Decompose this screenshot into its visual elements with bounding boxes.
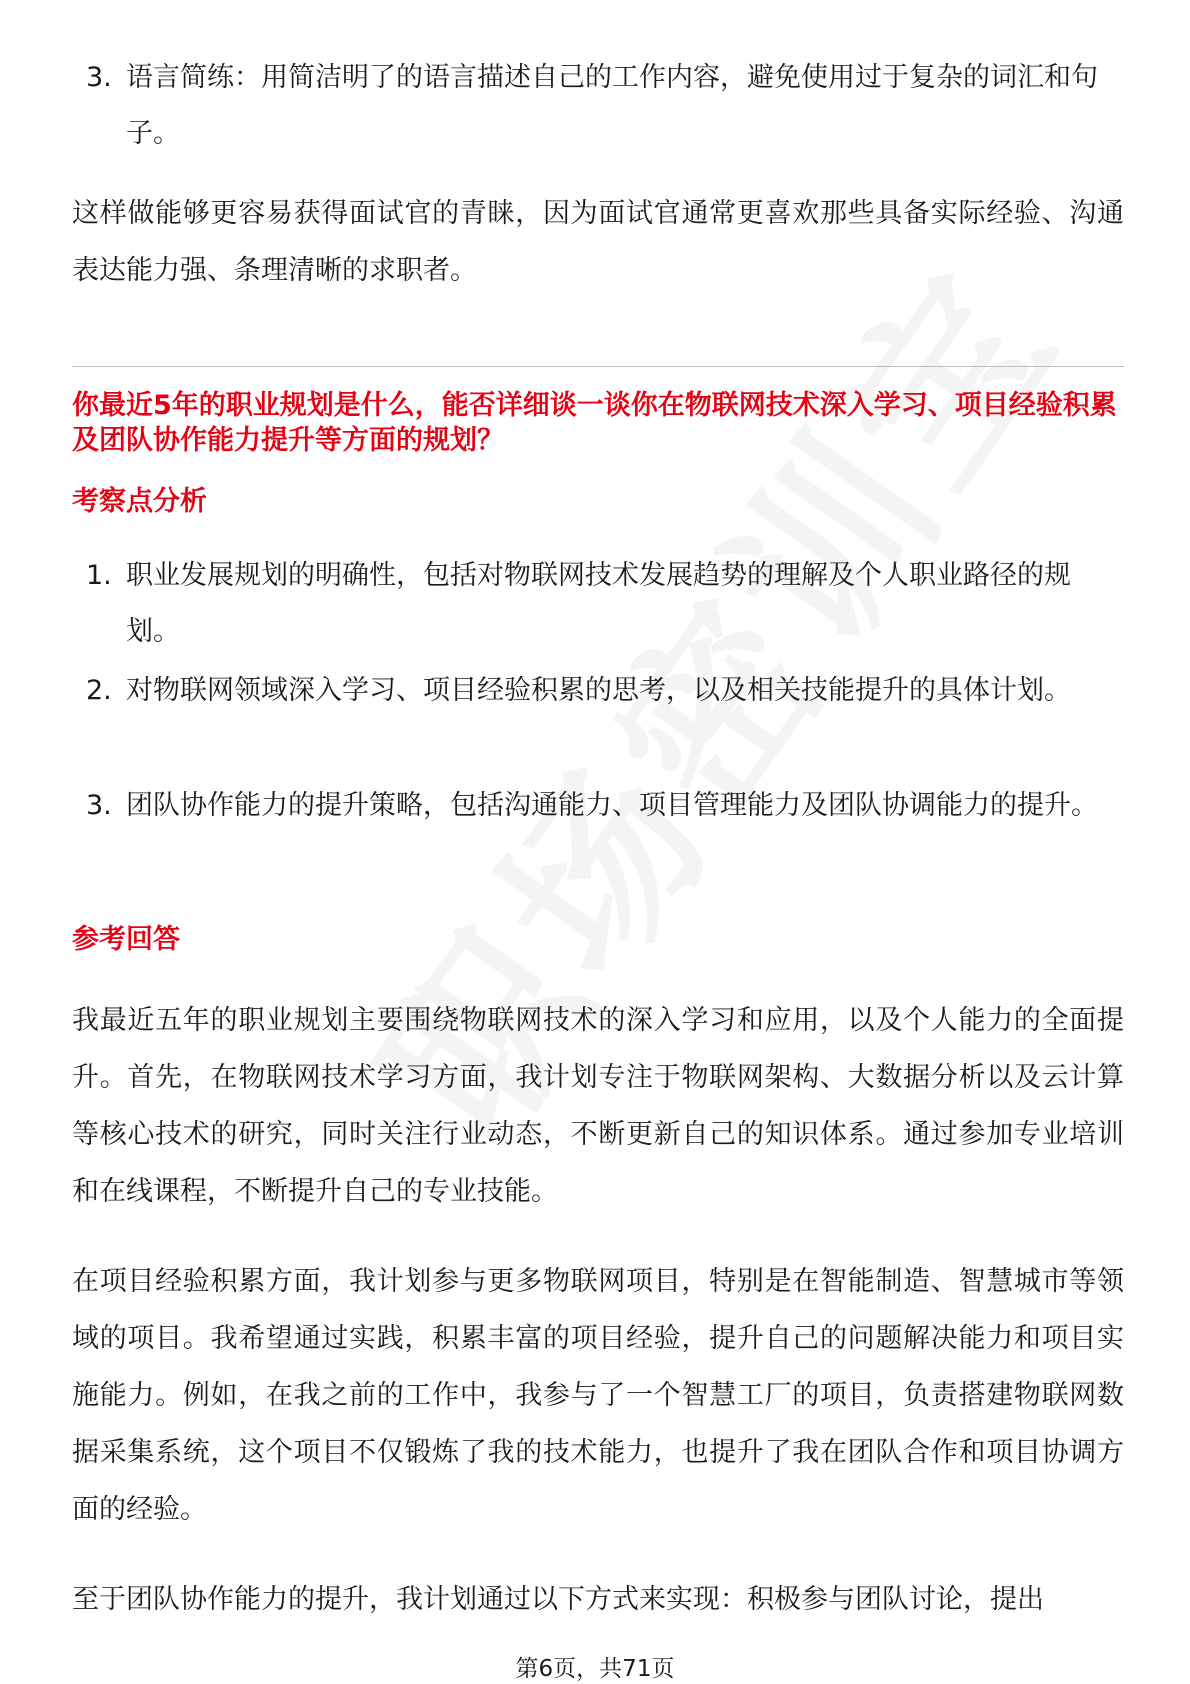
list-item bbox=[72, 50, 1122, 162]
list-number: 3. bbox=[86, 790, 112, 821]
list-number: 1. bbox=[86, 560, 112, 591]
interview-question: 你最近5年的职业规划是什么，能否详细谈一谈你在物联网技术深入学习、项目经验积累及团队协作能力提升等方面的规划？ bbox=[72, 390, 1117, 456]
list-number: 3. bbox=[86, 62, 112, 93]
list-text: 职业发展规划的明确性，包括对物联网技术发展趋势的理解及个人职业路径的规划。 bbox=[126, 560, 1071, 647]
list-text: 团队协作能力的提升策略，包括沟通能力、项目管理能力及团队协调能力的提升。 bbox=[126, 790, 1098, 821]
analysis-heading: 考察点分析 bbox=[72, 486, 207, 517]
analysis-item-1 bbox=[72, 548, 1122, 660]
section-divider bbox=[72, 366, 1124, 367]
analysis-item-3 bbox=[72, 778, 1122, 834]
list-number: 2. bbox=[86, 675, 112, 706]
list-text: 对物联网领域深入学习、项目经验积累的思考，以及相关技能提升的具体计划。 bbox=[126, 675, 1071, 706]
answer-heading: 参考回答 bbox=[72, 924, 180, 955]
summary-paragraph: 这样做能够更容易获得面试官的青睐，因为面试官通常更喜欢那些具备实际经验、沟通表达能力强、条理清晰的求职者。 bbox=[72, 198, 1124, 286]
answer-paragraph-1: 我最近五年的职业规划主要围绕物联网技术的深入学习和应用，以及个人能力的全面提升。首先，在物联网技术学习方面，我计划专注于物联网架构、大数据分析以及云计算等核心技术的研究，同时关注行业动态，不断更新自己的知识体系。通过参加专业培训和在线课程，不断提升自己的专业技能。 bbox=[72, 1005, 1124, 1207]
answer-paragraph-2: 在项目经验积累方面，我计划参与更多物联网项目，特别是在智能制造、智慧城市等领域的项目。我希望通过实践，积累丰富的项目经验，提升自己的问题解决能力和项目实施能力。例如，在我之前的工作中，我参与了一个智慧工厂的项目，负责搭建物联网数据采集系统，这个项目不仅锻炼了我的技术能力，也提升了我在团队合作和项目协调方面的经验。 bbox=[72, 1266, 1124, 1525]
page-number: 第6页，共71页 bbox=[515, 1656, 675, 1682]
list-text: 语言简练：用简洁明了的语言描述自己的工作内容，避免使用过于复杂的词汇和句子。 bbox=[126, 62, 1098, 149]
answer-paragraph-3: 至于团队协作能力的提升，我计划通过以下方式来实现：积极参与团队讨论，提出 bbox=[72, 1584, 1044, 1615]
analysis-item-2 bbox=[72, 663, 1122, 719]
